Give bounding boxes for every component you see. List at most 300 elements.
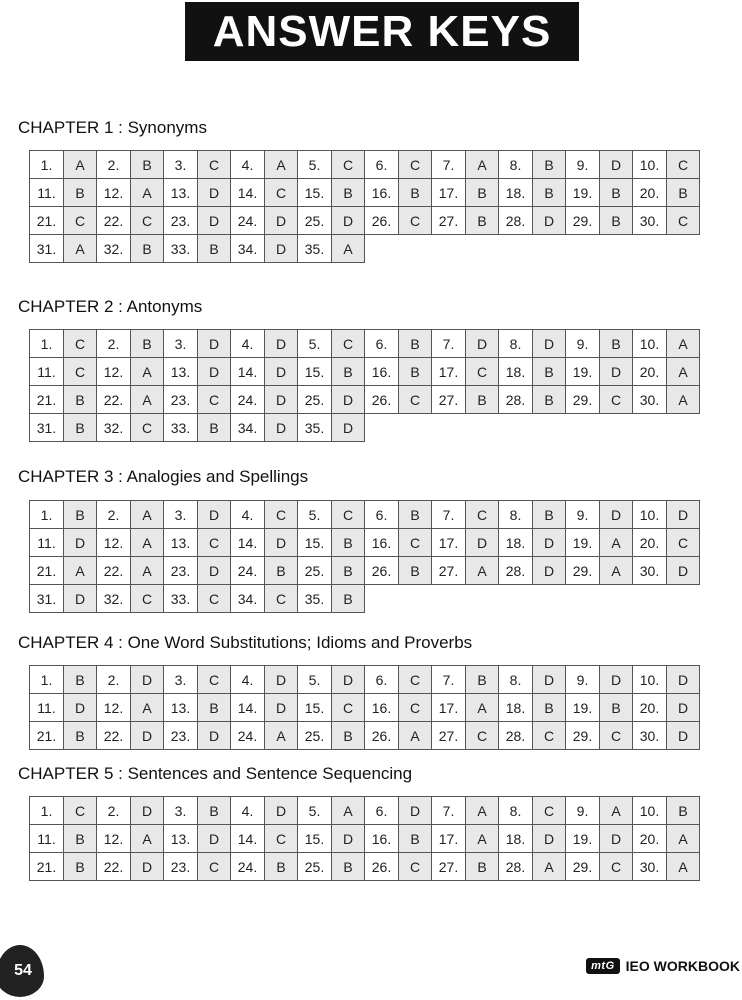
- question-number-cell: 23.: [164, 853, 198, 881]
- table-row: [30, 330, 700, 358]
- question-number-cell: 7.: [432, 797, 466, 825]
- answer-cell: D: [265, 797, 298, 825]
- question-number-cell: 6.: [365, 330, 399, 358]
- question-number-cell: 7.: [432, 151, 466, 179]
- answer-cell: A: [131, 529, 164, 557]
- answer-cell: D: [64, 585, 97, 613]
- table-row: [30, 694, 700, 722]
- question-number-cell: 26.: [365, 853, 399, 881]
- chapter-3-title: CHAPTER 3 : Analogies and Spellings: [18, 467, 309, 486]
- answer-cell: C: [399, 666, 432, 694]
- question-number-cell: 19.: [566, 529, 600, 557]
- answer-cell: A: [332, 797, 365, 825]
- answer-cell: B: [64, 666, 97, 694]
- question-number-cell: 14.: [231, 358, 265, 386]
- answer-cell: A: [64, 557, 97, 585]
- answer-cell: C: [399, 151, 432, 179]
- answer-cell: B: [533, 151, 566, 179]
- question-number-cell: 31.: [30, 235, 64, 263]
- question-number-cell: 2.: [97, 151, 131, 179]
- answer-cell: C: [64, 207, 97, 235]
- question-number-cell: 4.: [231, 666, 265, 694]
- table-row: [30, 358, 700, 386]
- question-number-cell: 21.: [30, 557, 64, 585]
- answer-cell: D: [332, 207, 365, 235]
- question-number-cell: 12.: [97, 179, 131, 207]
- answer-cell: A: [667, 825, 700, 853]
- answer-cell: D: [198, 722, 231, 750]
- table-row: [30, 585, 700, 613]
- question-number-cell: 22.: [97, 557, 131, 585]
- question-number-cell: 30.: [633, 386, 667, 414]
- answer-cell: D: [466, 529, 499, 557]
- question-number-cell: 32.: [97, 414, 131, 442]
- answer-cell: C: [600, 853, 633, 881]
- question-number-cell: 1.: [30, 151, 64, 179]
- table-row: [30, 797, 700, 825]
- question-number-cell: 12.: [97, 529, 131, 557]
- answer-cell: B: [533, 179, 566, 207]
- answer-cell: C: [332, 694, 365, 722]
- answer-cell: D: [600, 358, 633, 386]
- question-number-cell: 22.: [97, 207, 131, 235]
- question-number-cell: 27.: [432, 207, 466, 235]
- question-number-cell: 11.: [30, 529, 64, 557]
- answer-cell: A: [265, 151, 298, 179]
- answer-cell: B: [533, 386, 566, 414]
- question-number-cell: 27.: [432, 386, 466, 414]
- question-number-cell: 8.: [499, 666, 533, 694]
- question-number-cell: 4.: [231, 151, 265, 179]
- answer-cell: B: [399, 330, 432, 358]
- answer-cell: B: [64, 501, 97, 529]
- question-number-cell: 21.: [30, 853, 64, 881]
- question-number-cell: 24.: [231, 386, 265, 414]
- question-number-cell: 2.: [97, 330, 131, 358]
- answer-cell: C: [198, 666, 231, 694]
- answer-cell: C: [198, 386, 231, 414]
- answer-cell: B: [533, 358, 566, 386]
- question-number-cell: 9.: [566, 666, 600, 694]
- question-number-cell: 24.: [231, 207, 265, 235]
- question-number-cell: 17.: [432, 529, 466, 557]
- answer-cell: B: [64, 825, 97, 853]
- question-number-cell: 18.: [499, 179, 533, 207]
- answer-cell: C: [533, 797, 566, 825]
- answer-cell: D: [265, 330, 298, 358]
- answer-cell: B: [332, 722, 365, 750]
- question-number-cell: 8.: [499, 501, 533, 529]
- question-number-cell: 24.: [231, 557, 265, 585]
- question-number-cell: 33.: [164, 414, 198, 442]
- answer-cell: C: [265, 585, 298, 613]
- question-number-cell: 32.: [97, 235, 131, 263]
- question-number-cell: 4.: [231, 330, 265, 358]
- answer-cell: A: [131, 501, 164, 529]
- answer-cell: D: [533, 330, 566, 358]
- question-number-cell: 22.: [97, 722, 131, 750]
- question-number-cell: 6.: [365, 151, 399, 179]
- answer-cell: D: [64, 529, 97, 557]
- answer-cell: D: [667, 694, 700, 722]
- answer-cell: B: [399, 358, 432, 386]
- answer-cell: C: [198, 585, 231, 613]
- question-number-cell: 20.: [633, 694, 667, 722]
- page-number: 54: [14, 962, 32, 979]
- answer-cell: C: [265, 179, 298, 207]
- answer-cell: A: [399, 722, 432, 750]
- answer-cell: D: [667, 501, 700, 529]
- table-row: [30, 557, 700, 585]
- question-number-cell: 14.: [231, 694, 265, 722]
- answer-cell: D: [265, 358, 298, 386]
- answer-cell: B: [198, 235, 231, 263]
- question-number-cell: 3.: [164, 330, 198, 358]
- question-number-cell: 17.: [432, 358, 466, 386]
- question-number-cell: 28.: [499, 557, 533, 585]
- question-number-cell: 30.: [633, 853, 667, 881]
- question-number-cell: 10.: [633, 330, 667, 358]
- question-number-cell: 28.: [499, 722, 533, 750]
- answer-cell: C: [198, 151, 231, 179]
- answer-cell: B: [399, 179, 432, 207]
- question-number-cell: 25.: [298, 853, 332, 881]
- question-number-cell: 23.: [164, 207, 198, 235]
- question-number-cell: 13.: [164, 179, 198, 207]
- question-number-cell: 13.: [164, 694, 198, 722]
- answer-cell: B: [332, 179, 365, 207]
- answer-cell: A: [667, 386, 700, 414]
- question-number-cell: 14.: [231, 179, 265, 207]
- answer-cell: C: [198, 853, 231, 881]
- question-number-cell: 1.: [30, 330, 64, 358]
- answer-cell: B: [64, 722, 97, 750]
- answer-cell: D: [64, 694, 97, 722]
- footer: [586, 958, 740, 974]
- question-number-cell: 15.: [298, 179, 332, 207]
- answer-cell: B: [265, 557, 298, 585]
- question-number-cell: 14.: [231, 825, 265, 853]
- question-number-cell: 25.: [298, 207, 332, 235]
- answer-cell: B: [667, 179, 700, 207]
- question-number-cell: 20.: [633, 529, 667, 557]
- question-number-cell: 5.: [298, 501, 332, 529]
- table-row: [30, 151, 700, 179]
- question-number-cell: 5.: [298, 330, 332, 358]
- answer-cell: C: [131, 414, 164, 442]
- question-number-cell: 9.: [566, 797, 600, 825]
- question-number-cell: 19.: [566, 694, 600, 722]
- question-number-cell: 16.: [365, 179, 399, 207]
- question-number-cell: 29.: [566, 207, 600, 235]
- answer-cell: B: [533, 501, 566, 529]
- answer-cell: A: [466, 825, 499, 853]
- answer-cell: C: [64, 797, 97, 825]
- chapter-5-title: CHAPTER 5 : Sentences and Sentence Sequencing: [18, 764, 413, 783]
- answer-cell: B: [64, 414, 97, 442]
- question-number-cell: 26.: [365, 207, 399, 235]
- answer-cell: B: [399, 557, 432, 585]
- table-row: [30, 414, 700, 442]
- answer-cell: B: [600, 694, 633, 722]
- question-number-cell: 26.: [365, 722, 399, 750]
- question-number-cell: 7.: [432, 501, 466, 529]
- question-number-cell: 26.: [365, 557, 399, 585]
- answer-cell: B: [332, 529, 365, 557]
- answer-cell: A: [466, 151, 499, 179]
- answer-cell: C: [265, 501, 298, 529]
- answer-cell: A: [131, 825, 164, 853]
- table-row: [30, 529, 700, 557]
- answer-cell: D: [131, 853, 164, 881]
- answer-cell: D: [466, 330, 499, 358]
- answer-cell: A: [533, 853, 566, 881]
- answer-cell: D: [131, 797, 164, 825]
- question-number-cell: 35.: [298, 235, 332, 263]
- answer-cell: C: [667, 529, 700, 557]
- answer-cell: D: [533, 557, 566, 585]
- question-number-cell: 4.: [231, 797, 265, 825]
- answer-cell: D: [265, 235, 298, 263]
- answer-cell: A: [131, 179, 164, 207]
- question-number-cell: 6.: [365, 666, 399, 694]
- question-number-cell: 35.: [298, 585, 332, 613]
- answer-cell: D: [600, 825, 633, 853]
- answer-cell: D: [131, 666, 164, 694]
- answer-cell: D: [198, 207, 231, 235]
- question-number-cell: 19.: [566, 825, 600, 853]
- question-number-cell: 14.: [231, 529, 265, 557]
- question-number-cell: 18.: [499, 529, 533, 557]
- question-number-cell: 27.: [432, 722, 466, 750]
- answer-cell: A: [667, 330, 700, 358]
- answer-cell: B: [131, 330, 164, 358]
- question-number-cell: 11.: [30, 825, 64, 853]
- answer-cell: D: [198, 358, 231, 386]
- question-number-cell: 3.: [164, 501, 198, 529]
- answer-cell: D: [600, 151, 633, 179]
- table-row: [30, 386, 700, 414]
- answer-cell: D: [198, 330, 231, 358]
- question-number-cell: 21.: [30, 207, 64, 235]
- answer-cell: C: [332, 330, 365, 358]
- question-number-cell: 24.: [231, 722, 265, 750]
- question-number-cell: 20.: [633, 358, 667, 386]
- answer-cell: D: [533, 666, 566, 694]
- answer-keys-banner: ANSWER KEYS: [185, 2, 579, 61]
- question-number-cell: 21.: [30, 386, 64, 414]
- answer-cell: C: [667, 207, 700, 235]
- question-number-cell: 20.: [633, 825, 667, 853]
- question-number-cell: 7.: [432, 666, 466, 694]
- answer-cell: C: [198, 529, 231, 557]
- answer-cell: D: [667, 666, 700, 694]
- question-number-cell: 5.: [298, 666, 332, 694]
- question-number-cell: 25.: [298, 557, 332, 585]
- answer-cell: C: [399, 853, 432, 881]
- question-number-cell: 7.: [432, 330, 466, 358]
- answer-cell: C: [533, 722, 566, 750]
- answer-cell: D: [533, 207, 566, 235]
- question-number-cell: 15.: [298, 694, 332, 722]
- question-number-cell: 13.: [164, 825, 198, 853]
- answer-cell: B: [332, 358, 365, 386]
- question-number-cell: 16.: [365, 694, 399, 722]
- answer-cell: C: [265, 825, 298, 853]
- answer-cell: B: [533, 694, 566, 722]
- footer-label: IEO WORKBOOK: [625, 958, 740, 974]
- answer-cell: A: [600, 557, 633, 585]
- question-number-cell: 29.: [566, 853, 600, 881]
- answer-cell: A: [667, 358, 700, 386]
- chapter-3-answer-table: [29, 500, 700, 613]
- question-number-cell: 34.: [231, 235, 265, 263]
- answer-cell: B: [332, 585, 365, 613]
- chapter-1-title: CHAPTER 1 : Synonyms: [18, 118, 207, 137]
- answer-cell: B: [332, 853, 365, 881]
- question-number-cell: 35.: [298, 414, 332, 442]
- answer-cell: C: [399, 694, 432, 722]
- answer-cell: B: [64, 853, 97, 881]
- chapter-4-title: CHAPTER 4 : One Word Substitutions; Idioms and Proverbs: [18, 633, 473, 652]
- question-number-cell: 4.: [231, 501, 265, 529]
- answer-cell: B: [466, 207, 499, 235]
- question-number-cell: 5.: [298, 797, 332, 825]
- question-number-cell: 2.: [97, 666, 131, 694]
- question-number-cell: 28.: [499, 386, 533, 414]
- question-number-cell: 23.: [164, 722, 198, 750]
- question-number-cell: 32.: [97, 585, 131, 613]
- chapter-2-answer-table: [29, 329, 700, 442]
- question-number-cell: 6.: [365, 797, 399, 825]
- question-number-cell: 9.: [566, 501, 600, 529]
- table-row: [30, 825, 700, 853]
- question-number-cell: 8.: [499, 330, 533, 358]
- answer-cell: D: [198, 501, 231, 529]
- question-number-cell: 28.: [499, 207, 533, 235]
- answer-cell: D: [533, 529, 566, 557]
- question-number-cell: 10.: [633, 666, 667, 694]
- answer-cell: C: [332, 151, 365, 179]
- question-number-cell: 30.: [633, 557, 667, 585]
- answer-cell: C: [399, 529, 432, 557]
- answer-cell: D: [265, 386, 298, 414]
- chapter-2-title: CHAPTER 2 : Antonyms: [18, 297, 203, 316]
- chapter-5-answer-table: [29, 796, 700, 881]
- answer-cell: C: [466, 501, 499, 529]
- answer-cell: D: [131, 722, 164, 750]
- question-number-cell: 10.: [633, 797, 667, 825]
- question-number-cell: 11.: [30, 179, 64, 207]
- mtg-logo: mtG: [586, 958, 620, 974]
- question-number-cell: 25.: [298, 386, 332, 414]
- question-number-cell: 25.: [298, 722, 332, 750]
- answer-cell: B: [399, 825, 432, 853]
- question-number-cell: 2.: [97, 797, 131, 825]
- table-row: [30, 207, 700, 235]
- question-number-cell: 33.: [164, 585, 198, 613]
- table-row: [30, 722, 700, 750]
- question-number-cell: 16.: [365, 825, 399, 853]
- answer-cell: A: [131, 694, 164, 722]
- answer-cell: B: [466, 853, 499, 881]
- answer-cell: B: [600, 179, 633, 207]
- question-number-cell: 27.: [432, 557, 466, 585]
- question-number-cell: 11.: [30, 358, 64, 386]
- answer-cell: C: [466, 722, 499, 750]
- question-number-cell: 28.: [499, 853, 533, 881]
- question-number-cell: 13.: [164, 358, 198, 386]
- question-number-cell: 10.: [633, 151, 667, 179]
- answer-cell: D: [600, 501, 633, 529]
- answer-cell: B: [64, 386, 97, 414]
- answer-cell: B: [131, 235, 164, 263]
- question-number-cell: 9.: [566, 151, 600, 179]
- chapter-1-answer-table: [29, 150, 700, 263]
- question-number-cell: 19.: [566, 179, 600, 207]
- answer-cell: D: [667, 722, 700, 750]
- answer-cell: B: [399, 501, 432, 529]
- table-row: [30, 179, 700, 207]
- answer-cell: C: [64, 330, 97, 358]
- question-number-cell: 19.: [566, 358, 600, 386]
- question-number-cell: 5.: [298, 151, 332, 179]
- question-number-cell: 30.: [633, 722, 667, 750]
- question-number-cell: 31.: [30, 585, 64, 613]
- answer-cell: B: [64, 179, 97, 207]
- answer-cell: D: [600, 666, 633, 694]
- question-number-cell: 17.: [432, 694, 466, 722]
- answer-cell: A: [64, 235, 97, 263]
- answer-cell: D: [265, 207, 298, 235]
- question-number-cell: 12.: [97, 694, 131, 722]
- question-number-cell: 33.: [164, 235, 198, 263]
- answer-cell: B: [466, 179, 499, 207]
- answer-cell: B: [265, 853, 298, 881]
- answer-cell: D: [533, 825, 566, 853]
- answer-cell: A: [332, 235, 365, 263]
- question-number-cell: 3.: [164, 797, 198, 825]
- answer-cell: B: [466, 386, 499, 414]
- answer-cell: B: [198, 414, 231, 442]
- answer-cell: C: [600, 722, 633, 750]
- question-number-cell: 11.: [30, 694, 64, 722]
- answer-cell: B: [198, 694, 231, 722]
- answer-cell: D: [332, 666, 365, 694]
- question-number-cell: 30.: [633, 207, 667, 235]
- question-number-cell: 18.: [499, 825, 533, 853]
- question-number-cell: 31.: [30, 414, 64, 442]
- answer-cell: C: [399, 386, 432, 414]
- question-number-cell: 1.: [30, 501, 64, 529]
- table-row: [30, 501, 700, 529]
- answer-cell: D: [332, 386, 365, 414]
- question-number-cell: 22.: [97, 853, 131, 881]
- question-number-cell: 16.: [365, 529, 399, 557]
- answer-cell: D: [265, 529, 298, 557]
- answer-cell: B: [600, 330, 633, 358]
- answer-cell: A: [131, 557, 164, 585]
- answer-cell: D: [198, 557, 231, 585]
- question-number-cell: 26.: [365, 386, 399, 414]
- question-number-cell: 2.: [97, 501, 131, 529]
- question-number-cell: 1.: [30, 797, 64, 825]
- answer-cell: A: [667, 853, 700, 881]
- question-number-cell: 1.: [30, 666, 64, 694]
- answer-cell: B: [600, 207, 633, 235]
- answer-cell: B: [466, 666, 499, 694]
- question-number-cell: 24.: [231, 853, 265, 881]
